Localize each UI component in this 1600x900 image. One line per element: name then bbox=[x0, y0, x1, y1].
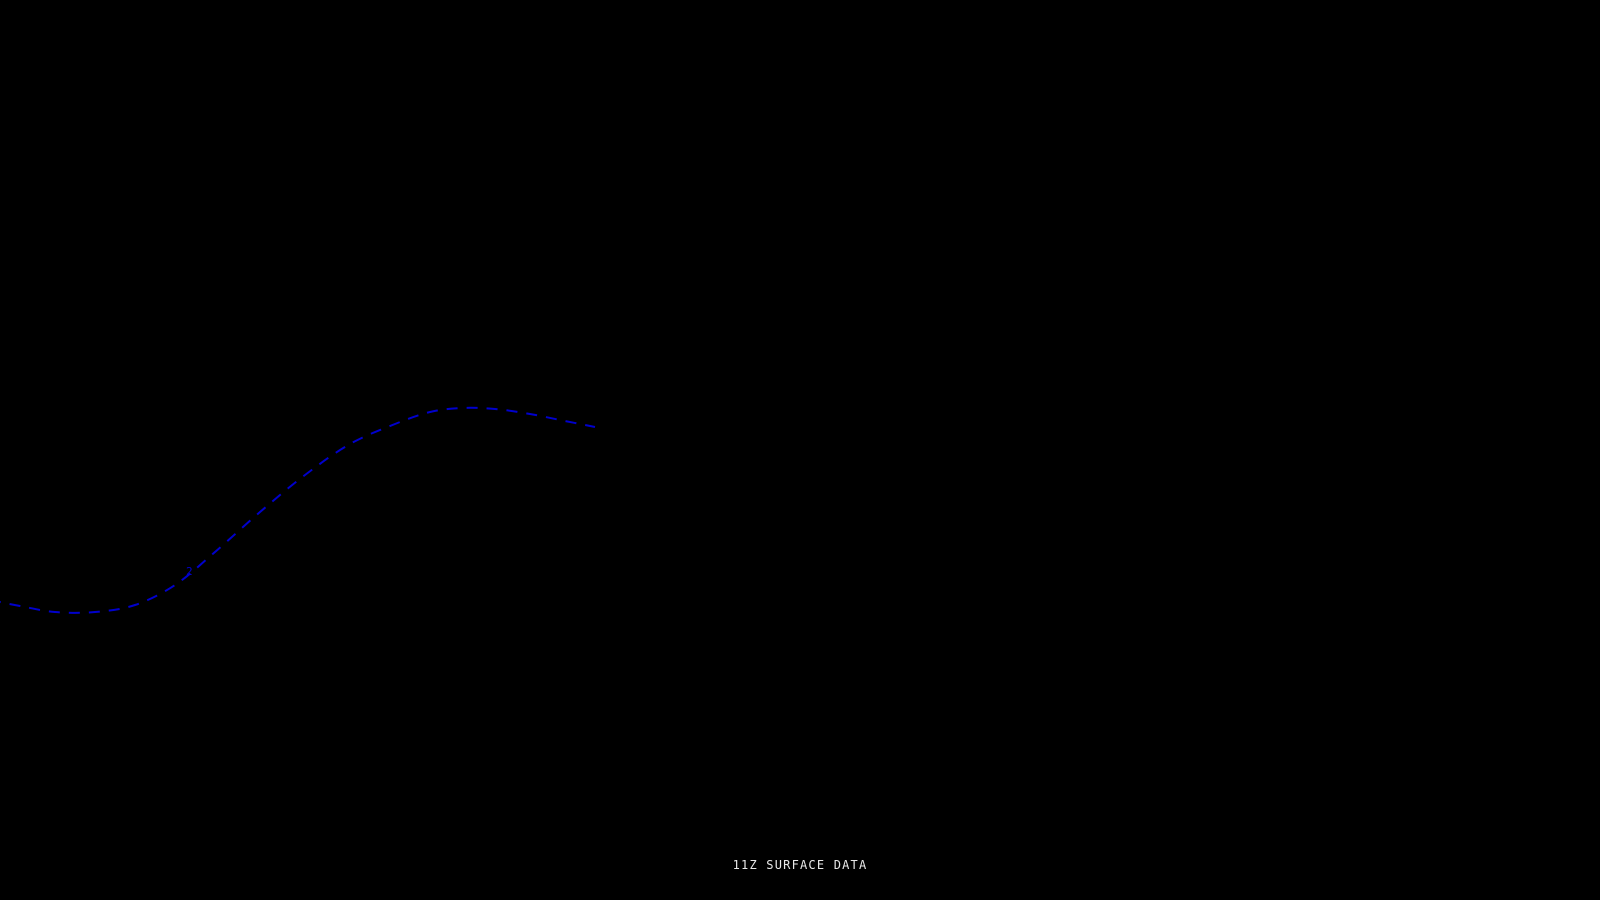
chart-caption: 11Z SURFACE DATA bbox=[732, 858, 868, 872]
isobar-label-2: 2 bbox=[186, 565, 193, 578]
